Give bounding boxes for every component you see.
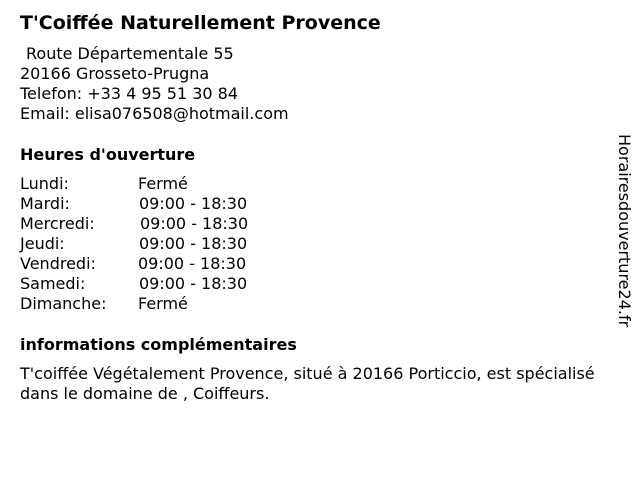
email-line: Email: elisa076508@hotmail.com bbox=[20, 104, 289, 123]
day-label: Mardi: bbox=[20, 194, 70, 213]
day-hours: Fermé bbox=[138, 174, 188, 193]
day-hours: 09:00 - 18:30 bbox=[140, 214, 249, 233]
street-address: Route Départementale 55 bbox=[26, 44, 234, 63]
day-hours: 09:00 - 18:30 bbox=[138, 254, 247, 273]
day-label: Lundi: bbox=[20, 174, 69, 193]
address-block bbox=[20, 44, 289, 124]
opening-hours-heading: Heures d'ouverture bbox=[20, 145, 196, 164]
additional-info-heading: informations complémentaires bbox=[20, 335, 297, 354]
day-label: Dimanche: bbox=[20, 294, 107, 313]
additional-info-text: T'coiffée Végétalement Provence, situé à 20166 Porticcio, est spécialisé dans le domaine de , Coiffeurs. bbox=[20, 364, 595, 403]
city-line: 20166 Grosseto-Prugna bbox=[20, 64, 210, 83]
day-hours: Fermé bbox=[138, 294, 188, 313]
day-label: Mercredi: bbox=[20, 214, 95, 233]
phone-line: Telefon: +33 4 95 51 30 84 bbox=[20, 84, 239, 103]
day-hours: 09:00 - 18:30 bbox=[139, 194, 248, 213]
site-watermark: Horairesdouverture24.fr bbox=[615, 134, 634, 328]
day-label: Jeudi: bbox=[20, 234, 65, 253]
day-label: Samedi: bbox=[20, 274, 86, 293]
business-title: T'Coiffée Naturellement Provence bbox=[20, 12, 381, 34]
day-hours: 09:00 - 18:30 bbox=[139, 234, 248, 253]
day-hours: 09:00 - 18:30 bbox=[139, 274, 248, 293]
day-label: Vendredi: bbox=[20, 254, 96, 273]
